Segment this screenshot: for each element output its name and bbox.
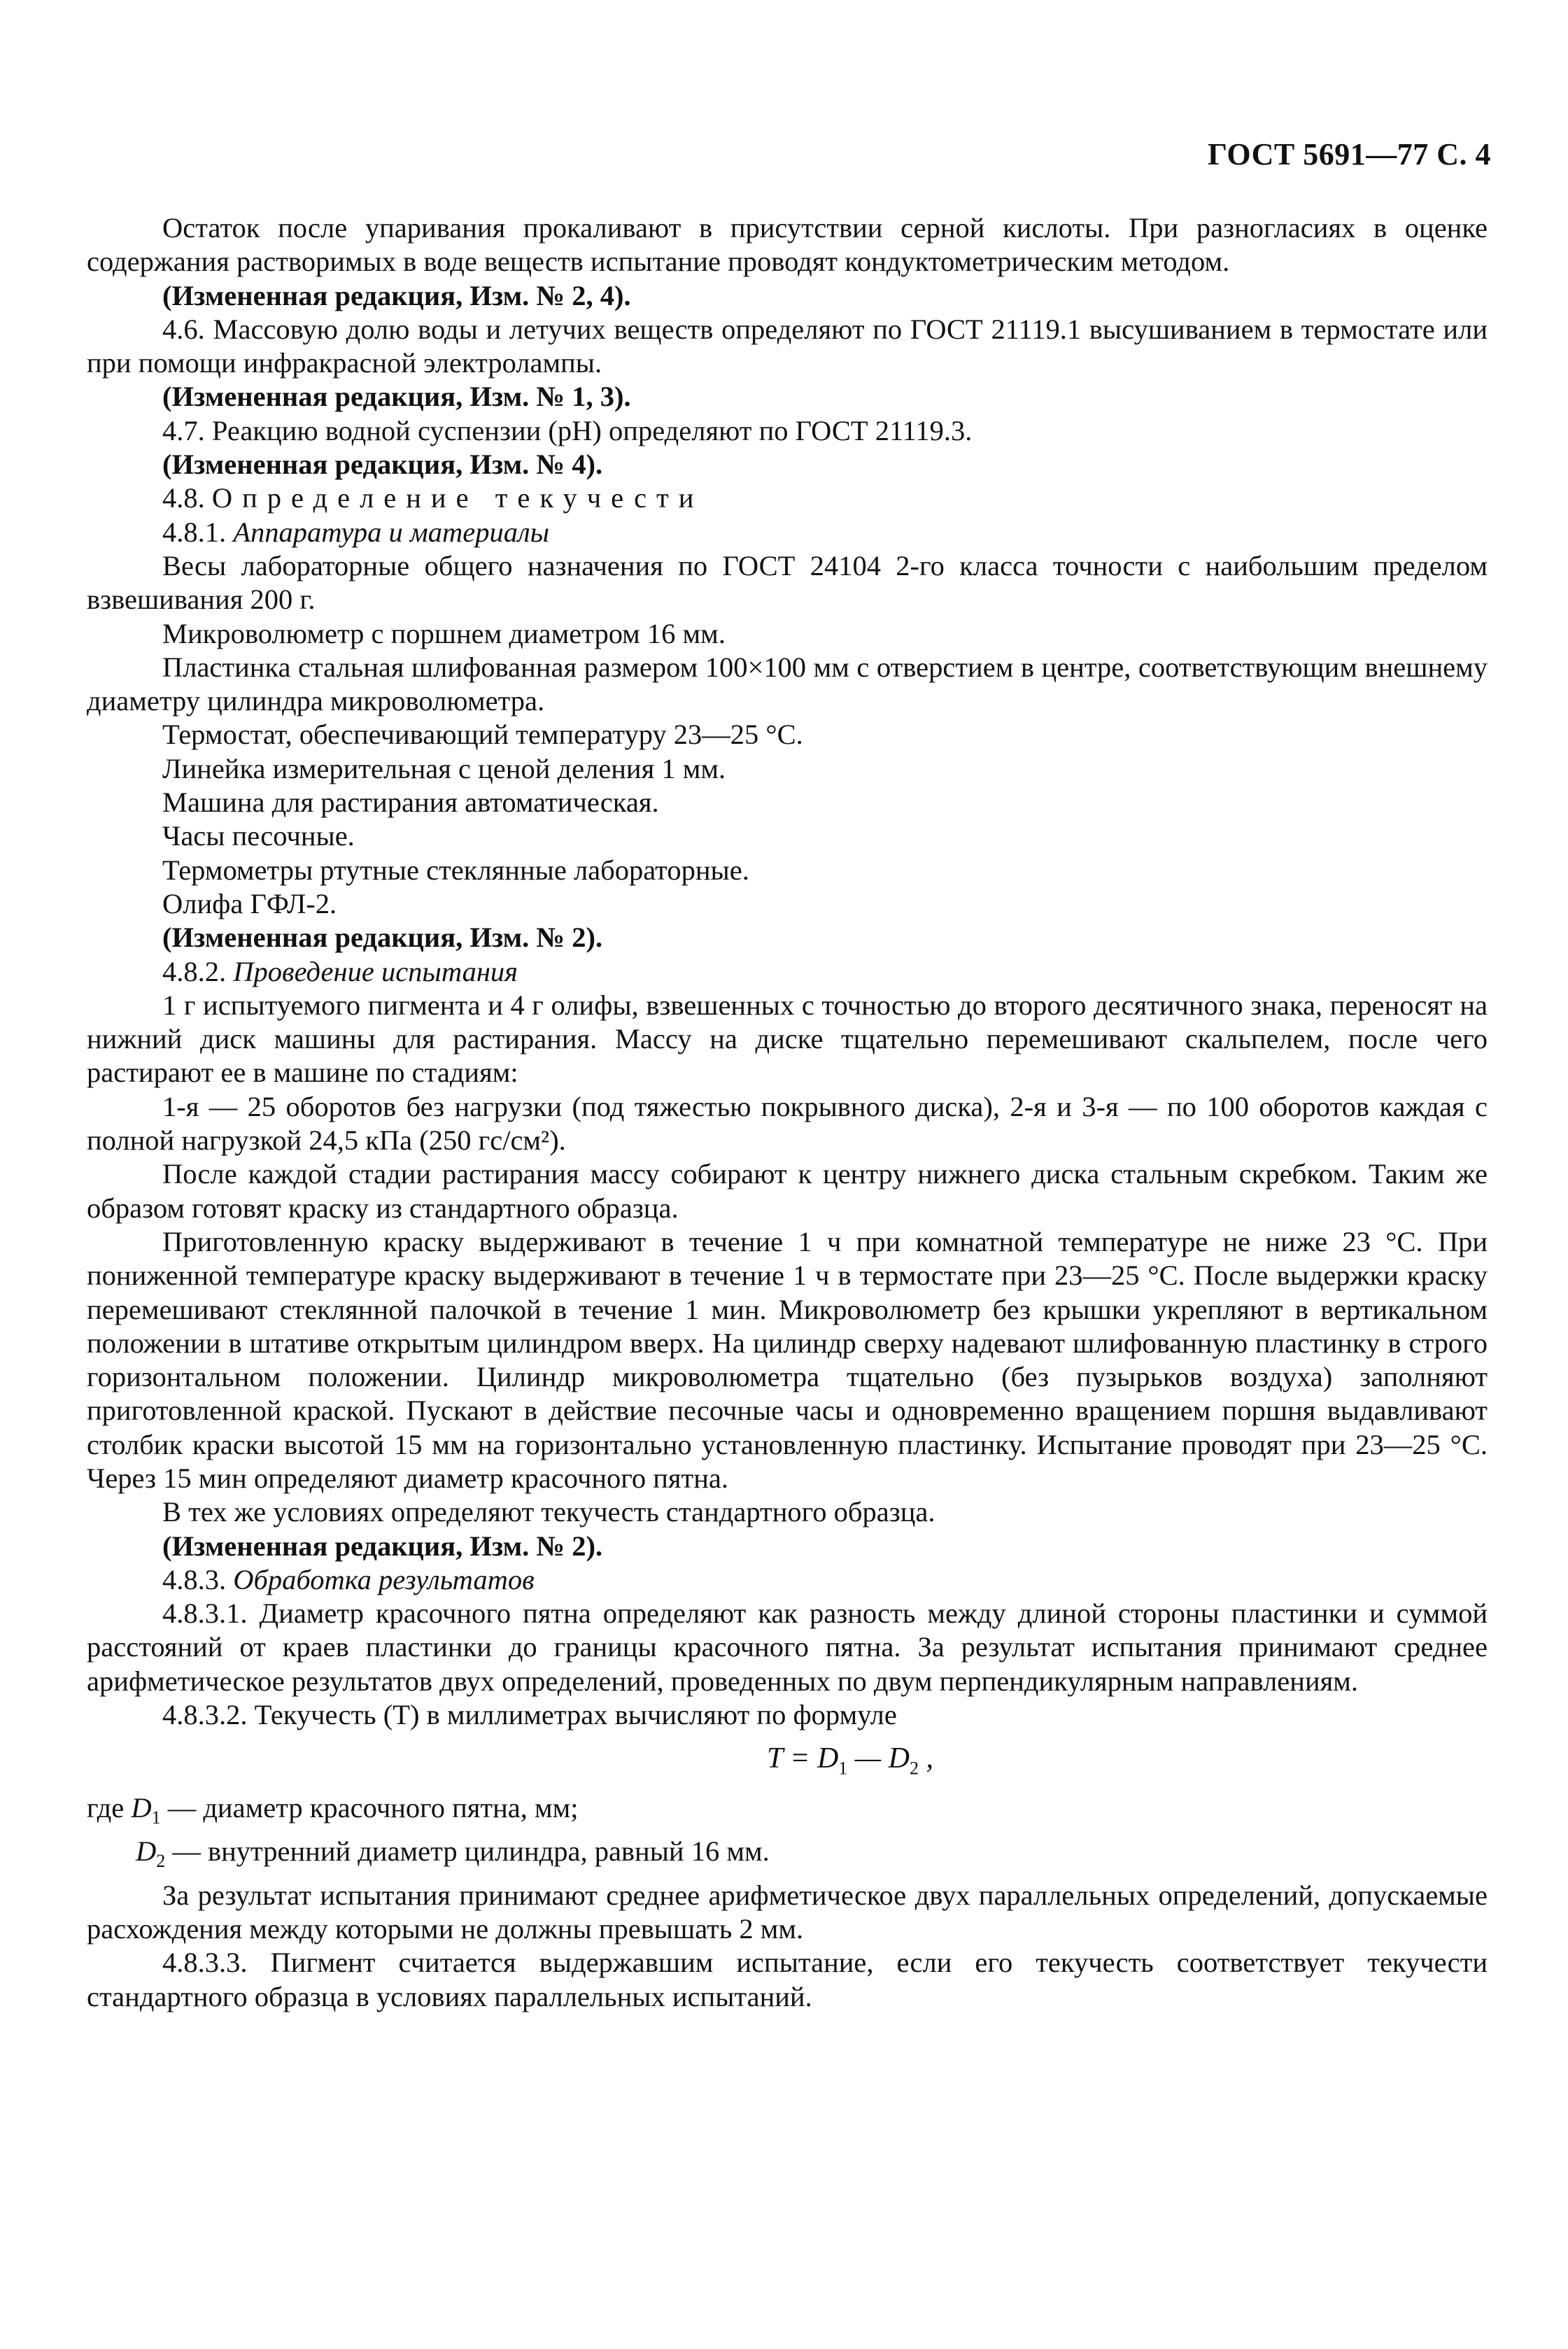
document-body	[87, 211, 1488, 2014]
legend-text: — внутренний диаметр цилиндра, равный 16 мм.	[165, 1835, 770, 1868]
legend-symbol: D	[136, 1835, 157, 1868]
paragraph: 4.8.3.2. Текучесть (Т) в миллиметрах вычисляют по формуле	[162, 1699, 897, 1731]
subsection-heading	[87, 955, 1488, 989]
amendment-note: (Измененная редакция, Изм. № 1, 3).	[162, 381, 631, 413]
equipment-item: Часы песочные.	[162, 820, 355, 852]
legend-symbol: D	[131, 1792, 152, 1824]
equipment-item: Термометры ртутные стеклянные лабораторные.	[162, 854, 749, 886]
paragraph: Приготовленную краску выдерживают в течение 1 ч при комнатной температуре не ниже 23 °С. При пониженной температуре краску выдерживают в течение 1 ч в термостате при 23—25 °С. После выдержки краску перемешивают стеклянной палочкой в течение 1 мин. Микроволюметр без крышки укрепляют в вертикальном положении в штативе открытым цилиндром вверх. На цилиндр сверху надевают шлифованную пластинку в строго горизонтальном положении. Цилиндр микроволюметра тщательно (без пузырьков воздуха) заполняют приготовленной краской. Пускают в действие песочные часы и одновременно вращением поршня выдавливают столбик краски высотой 15 мм на горизонтально установленную пластинку. Испытание проводят при 23—25 °С. Через 15 мин определяют диаметр красочного пятна.	[87, 1225, 1488, 1494]
amendment-note: (Измененная редакция, Изм. № 2).	[162, 1530, 603, 1562]
formula-subscript: 2	[910, 1758, 919, 1779]
equipment-item: Олифа ГФЛ-2.	[162, 887, 337, 919]
legend-subscript: 2	[156, 1851, 166, 1872]
formula	[87, 1742, 1488, 1786]
formula-symbol: D	[888, 1742, 910, 1775]
legend-text: — диаметр красочного пятна, мм;	[160, 1792, 579, 1824]
formula-symbol: T	[767, 1742, 783, 1775]
section-title: Определение текучести	[211, 482, 704, 514]
formula-operator: —	[847, 1742, 889, 1775]
paragraph: 1 г испытуемого пигмента и 4 г олифы, взвешенных с точностью до второго десятичного знака, переносят на нижний диск машины для растирания. Массу на диске тщательно перемешивают скальпелем, после чего растирают ее в машине по стадиям:	[87, 989, 1488, 1089]
equipment-item: Весы лабораторные общего назначения по ГОСТ 24104 2-го класса точности с наибольшим пределом взвешивания 200 г.	[87, 549, 1488, 616]
amendment-note: (Измененная редакция, Изм. № 4).	[162, 449, 603, 481]
formula-punctuation: ,	[919, 1742, 933, 1775]
formula-operator: =	[782, 1742, 817, 1775]
subsection-number: 4.8.1.	[162, 516, 227, 548]
paragraph: В тех же условиях определяют текучесть стандартного образца.	[162, 1496, 935, 1528]
formula-subscript: 1	[838, 1758, 848, 1779]
paragraph: 4.8.3.3. Пигмент считается выдержавшим испытание, если его текучесть соответствует текучести стандартного образца в условиях параллельных испытаний.	[87, 1947, 1488, 2012]
section-number: 4.8.	[162, 482, 205, 514]
paragraph: 1-я — 25 оборотов без нагрузки (под тяжестью покрывного диска), 2-я и 3-я — по 100 оборотов каждая с полной нагрузкой 24,5 кПа (250 гс/см²).	[87, 1090, 1488, 1157]
amendment-note: (Измененная редакция, Изм. № 2, 4).	[162, 279, 631, 311]
page-header: ГОСТ 5691—77 С. 4	[1207, 137, 1491, 171]
amendment-note: (Измененная редакция, Изм. № 2).	[162, 922, 603, 954]
equipment-item: Термостат, обеспечивающий температуру 23—25 °С.	[162, 719, 803, 751]
subsection-number: 4.8.3.	[162, 1563, 227, 1595]
paragraph: 4.8.3.1. Диаметр красочного пятна определяют как разность между длиной стороны пластинки и суммой расстояний от краев пластинки до границы красочного пятна. За результат испытания принимают среднее арифметическое результатов двух определений, проведенных по двум перпендикулярным направлениям.	[87, 1597, 1488, 1697]
equipment-item: Микроволюметр с поршнем диаметром 16 мм.	[162, 617, 726, 649]
section-heading	[87, 481, 1488, 515]
paragraph: Остаток после упаривания прокаливают в присутствии серной кислоты. При разногласиях в оценке содержания растворимых в воде веществ испытание проводят кондуктометрическим методом.	[87, 212, 1488, 278]
subsection-title: Аппаратура и материалы	[233, 516, 550, 548]
paragraph: После каждой стадии растирания массу собирают к центру нижнего диска стальным скребком. Таким же образом готовят краску из стандартного образца.	[87, 1158, 1488, 1224]
formula-legend	[87, 1835, 1488, 1878]
equipment-item: Линейка измерительная с ценой деления 1 мм.	[162, 752, 726, 784]
subsection-number: 4.8.2.	[162, 955, 227, 987]
subsection-heading	[87, 1563, 1488, 1597]
paragraph: 4.6. Массовую долю воды и летучих веществ определяют по ГОСТ 21119.1 высушиванием в термостате или при помощи инфракрасной электролампы.	[87, 313, 1488, 379]
legend-prefix: где	[87, 1792, 132, 1824]
paragraph: 4.7. Реакцию водной суспензии (pH) определяют по ГОСТ 21119.3.	[162, 414, 973, 446]
legend-subscript: 1	[151, 1807, 161, 1828]
formula-legend	[87, 1791, 1488, 1835]
formula-symbol: D	[817, 1742, 839, 1775]
paragraph: За результат испытания принимают среднее арифметическое двух параллельных определений, допускаемые расхождения между которыми не должны превышать 2 мм.	[87, 1879, 1488, 1945]
subsection-title: Проведение испытания	[233, 955, 518, 987]
subsection-title: Обработка результатов	[233, 1563, 535, 1595]
equipment-item: Машина для растирания автоматическая.	[162, 786, 659, 819]
subsection-heading	[87, 516, 1488, 549]
equipment-item: Пластинка стальная шлифованная размером 100×100 мм с отверстием в центре, соответствующим внешнему диаметру цилиндра микроволюметра.	[87, 651, 1488, 717]
